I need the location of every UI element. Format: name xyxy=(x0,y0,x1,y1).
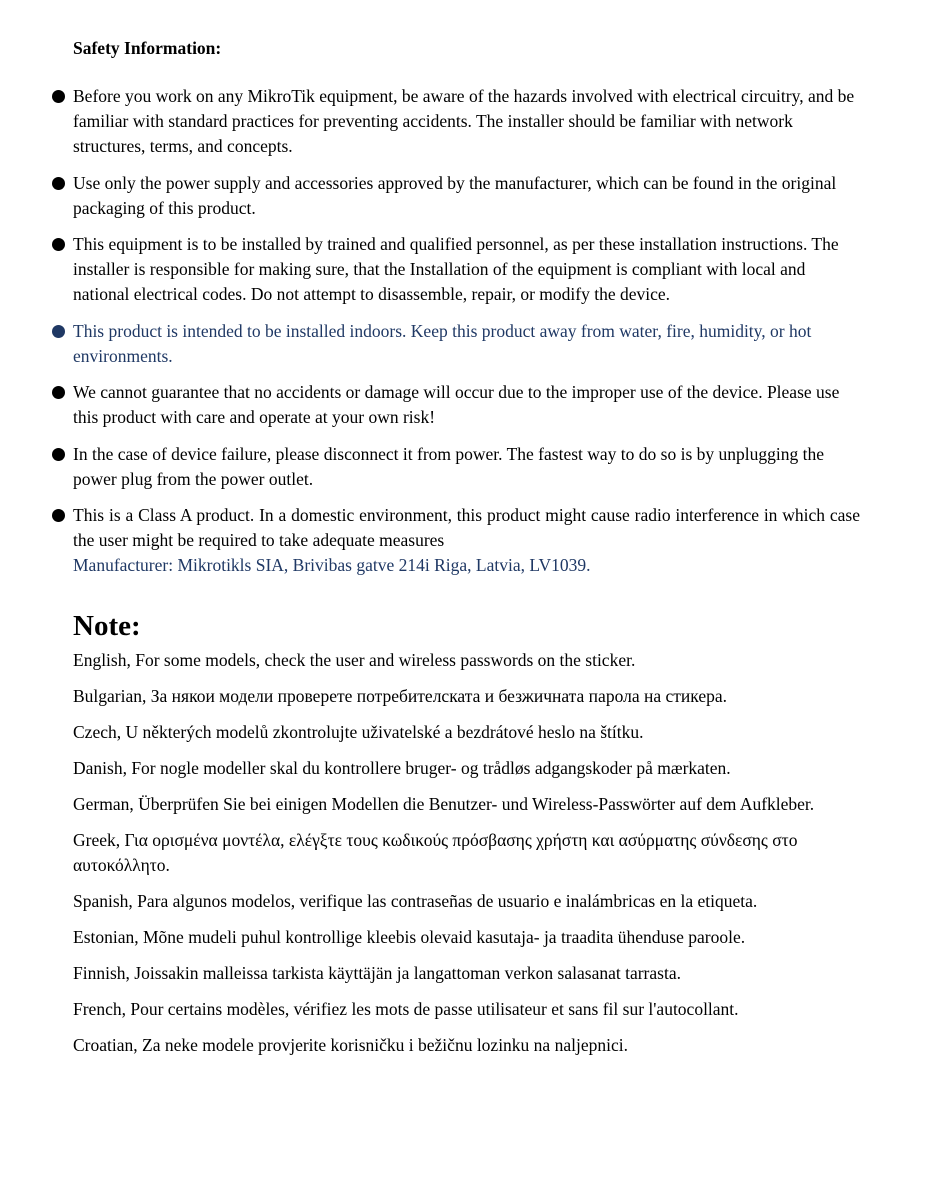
note-line-greek: Greek, Για ορισμένα μοντέλα, ελέγξτε τους κωδικούς πρόσβασης χρήστη και ασύρματης σύνδεσης στο αυτοκόλλητο. xyxy=(73,830,798,875)
safety-item xyxy=(73,380,860,430)
note-line-croatian: Croatian, Za neke modele provjerite korisničku i bežičnu lozinku na naljepnici. xyxy=(73,1035,628,1055)
note-line-spanish: Spanish, Para algunos modelos, verifique las contraseñas de usuario e inalámbricas en la etiqueta. xyxy=(73,891,758,911)
manufacturer-info: Manufacturer: Mikrotikls SIA, Brivibas gatve 214i Riga, Latvia, LV1039. xyxy=(73,555,591,575)
note-line-bulgarian: Bulgarian, За някои модели проверете потребителската и безжичната парола на стикера. xyxy=(73,686,727,706)
safety-item-text: Before you work on any MikroTik equipment, be aware of the hazards involved with electrical circuitry, and be familiar with standard practices for preventing accidents. The installer should be familiar with network structures, terms, and concepts. xyxy=(73,86,855,156)
note-line-french: French, Pour certains modèles, vérifiez les mots de passe utilisateur et sans fil sur l'autocollant. xyxy=(73,999,739,1019)
safety-item-indoor xyxy=(73,319,860,369)
safety-item-text: This is a Class A product. In a domestic environment, this product might cause radio interference in which case the user might be required to take adequate measures xyxy=(73,505,860,550)
bullet-dot-icon xyxy=(52,509,65,522)
note-line-finnish: Finnish, Joissakin malleissa tarkista käyttäjän ja langattoman verkon salasanat tarrasta. xyxy=(73,963,681,983)
safety-item-class-a xyxy=(73,503,860,578)
bullet-dot-icon xyxy=(52,238,65,251)
safety-item-text: This equipment is to be installed by trained and qualified personnel, as per these installation instructions. The installer is responsible for making sure, that the Installation of the equipment is compliant with local and national electrical codes. Do not attempt to disassemble, repair, or modify the device. xyxy=(73,234,839,304)
safety-item-text: We cannot guarantee that no accidents or damage will occur due to the improper use of the device. Please use this product with care and operate at your own risk! xyxy=(73,382,840,427)
safety-title: Safety Information: xyxy=(73,38,222,58)
note-list xyxy=(73,648,860,1058)
bullet-dot-icon xyxy=(52,448,65,461)
bullet-dot-icon xyxy=(52,386,65,399)
safety-item-text: In the case of device failure, please disconnect it from power. The fastest way to do so is by unplugging the power plug from the power outlet. xyxy=(73,443,824,489)
note-line-danish: Danish, For nogle modeller skal du kontrollere bruger- og trådløs adgangskoder på mærkaten. xyxy=(73,758,731,778)
safety-item xyxy=(73,171,860,221)
safety-item xyxy=(73,84,860,159)
safety-item xyxy=(73,442,860,492)
safety-item-text: Use only the power supply and accessories approved by the manufacturer, which can be found in the original packaging of this product. xyxy=(73,172,837,218)
bullet-dot-icon xyxy=(52,177,65,190)
safety-item-text: This product is intended to be installed indoors. Keep this product away from water, fire, humidity, or hot environments. xyxy=(73,320,812,366)
note-line-estonian: Estonian, Mõne mudeli puhul kontrollige kleebis olevaid kasutaja- ja traadita ühenduse paroole. xyxy=(73,927,746,947)
note-line-german: German, Überprüfen Sie bei einigen Modellen die Benutzer- und Wireless-Passwörter auf dem Aufkleber. xyxy=(73,794,815,814)
note-line-czech: Czech, U některých modelů zkontrolujte uživatelské a bezdrátové heslo na štítku. xyxy=(73,722,644,742)
safety-item xyxy=(73,232,860,307)
bullet-dot-icon xyxy=(52,90,65,103)
bullet-dot-icon xyxy=(52,325,65,338)
document-page xyxy=(73,36,860,1069)
note-line-english: English, For some models, check the user and wireless passwords on the sticker. xyxy=(73,650,636,670)
note-title: Note: xyxy=(73,610,141,642)
safety-list xyxy=(73,84,860,578)
